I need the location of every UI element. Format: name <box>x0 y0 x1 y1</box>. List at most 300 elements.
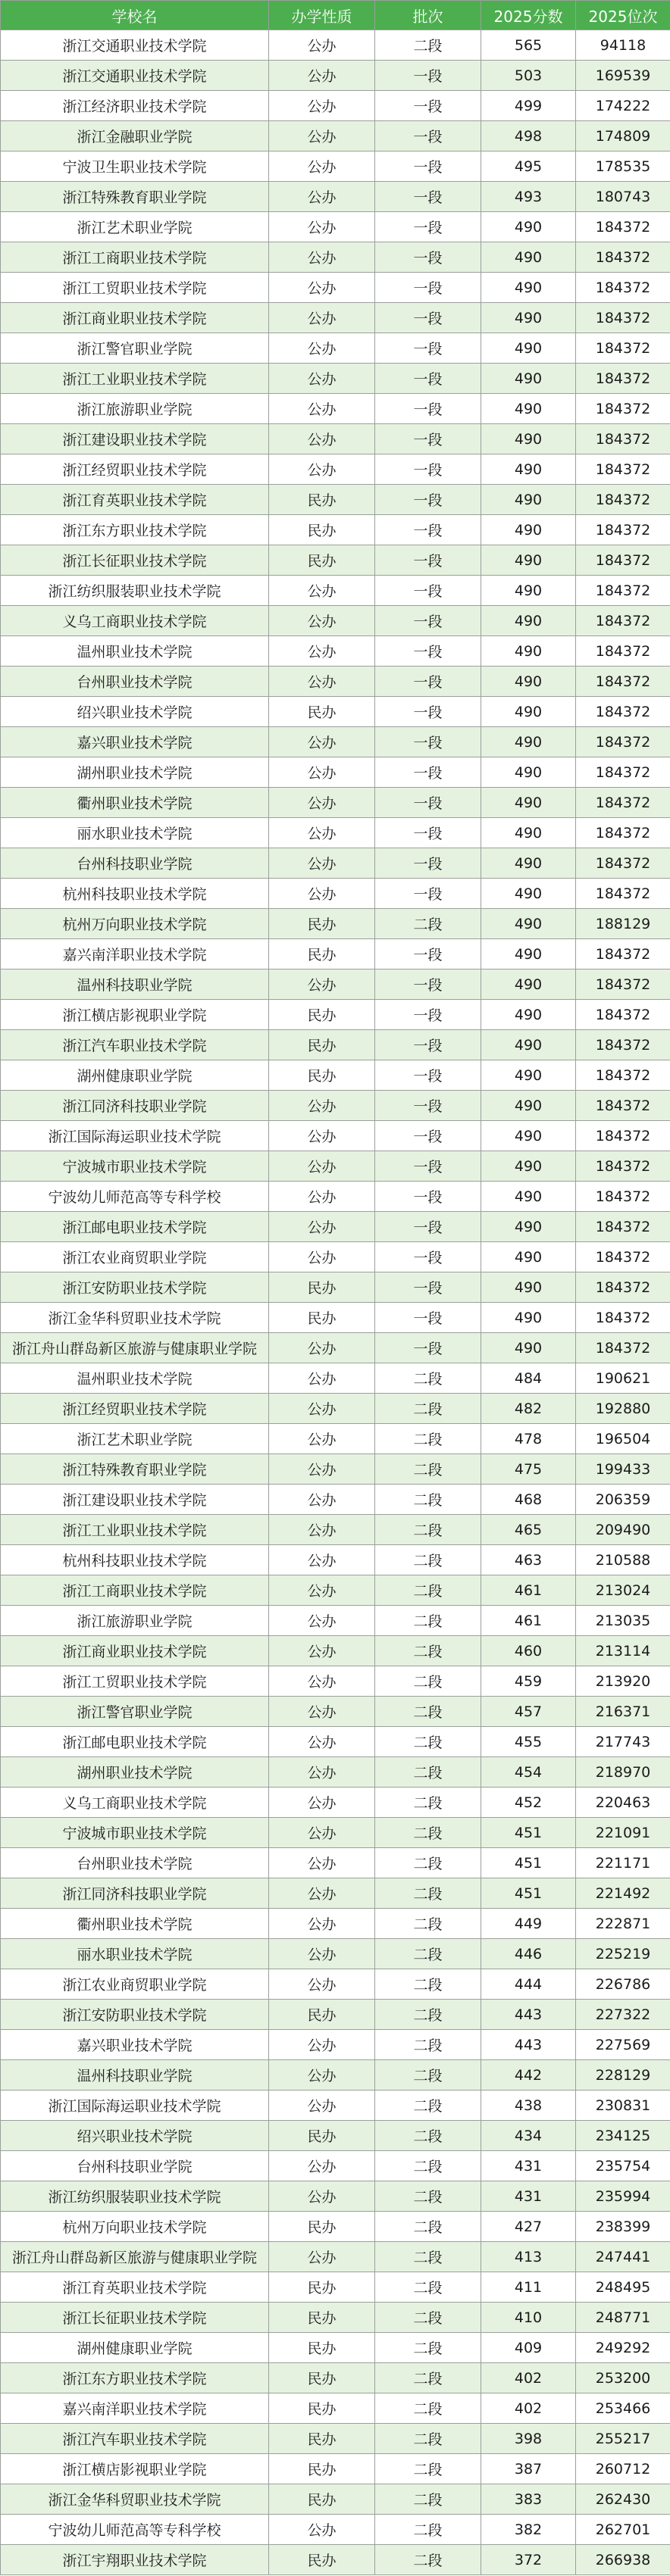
cell-school-type: 公办 <box>269 2090 375 2121</box>
cell-score: 490 <box>481 1030 576 1060</box>
cell-batch: 二段 <box>375 2303 481 2333</box>
cell-rank: 209490 <box>576 1515 670 1545</box>
cell-school-type: 公办 <box>269 727 375 757</box>
cell-rank: 249292 <box>576 2333 670 2363</box>
cell-school-name: 浙江宇翔职业技术学院 <box>1 2545 269 2575</box>
cell-school-name: 湖州健康职业学院 <box>1 2333 269 2363</box>
cell-school-name: 浙江邮电职业技术学院 <box>1 1212 269 1242</box>
cell-school-type: 公办 <box>269 2151 375 2181</box>
cell-score: 446 <box>481 1939 576 1969</box>
cell-school-type: 公办 <box>269 151 375 182</box>
header-rank: 2025位次 <box>576 1 670 30</box>
cell-school-type: 民办 <box>269 2000 375 2030</box>
cell-batch: 二段 <box>375 2000 481 2030</box>
cell-batch: 一段 <box>375 697 481 727</box>
table-row <box>1 1303 670 1333</box>
cell-school-type: 公办 <box>269 1242 375 1272</box>
table-row <box>1 1363 670 1394</box>
cell-school-type: 民办 <box>269 1303 375 1333</box>
table-row <box>1 1606 670 1636</box>
cell-score: 398 <box>481 2424 576 2454</box>
cell-rank: 221171 <box>576 1848 670 1878</box>
cell-school-type: 公办 <box>269 364 375 394</box>
cell-score: 427 <box>481 2212 576 2242</box>
cell-score: 495 <box>481 151 576 182</box>
cell-school-type: 公办 <box>269 1909 375 1939</box>
table-row <box>1 242 670 273</box>
cell-rank: 184372 <box>576 454 670 485</box>
table-row <box>1 394 670 424</box>
cell-score: 490 <box>481 333 576 364</box>
cell-school-type: 公办 <box>269 1333 375 1363</box>
cell-school-name: 浙江建设职业技术学院 <box>1 424 269 454</box>
table-row <box>1 2181 670 2212</box>
cell-school-type: 民办 <box>269 2484 375 2515</box>
cell-batch: 二段 <box>375 1606 481 1636</box>
cell-batch: 一段 <box>375 667 481 697</box>
cell-batch: 二段 <box>375 1969 481 2000</box>
cell-school-type: 公办 <box>269 1485 375 1515</box>
cell-school-type: 公办 <box>269 970 375 1000</box>
cell-batch: 一段 <box>375 1000 481 1030</box>
cell-score: 460 <box>481 1636 576 1666</box>
cell-school-name: 台州科技职业学院 <box>1 848 269 879</box>
table-row <box>1 1788 670 1818</box>
table-row <box>1 1939 670 1969</box>
cell-rank: 184372 <box>576 1000 670 1030</box>
cell-school-type: 公办 <box>269 2181 375 2212</box>
cell-score: 444 <box>481 1969 576 2000</box>
cell-school-type: 公办 <box>269 1757 375 1788</box>
table-row <box>1 545 670 576</box>
table-row <box>1 939 670 970</box>
cell-school-type: 公办 <box>269 1363 375 1394</box>
cell-school-type: 公办 <box>269 848 375 879</box>
cell-score: 411 <box>481 2272 576 2303</box>
cell-batch: 一段 <box>375 121 481 151</box>
table-row <box>1 2545 670 2575</box>
table-row <box>1 667 670 697</box>
cell-school-type: 公办 <box>269 2030 375 2060</box>
cell-batch: 一段 <box>375 727 481 757</box>
cell-rank: 221091 <box>576 1818 670 1848</box>
cell-batch: 二段 <box>375 1909 481 1939</box>
cell-batch: 二段 <box>375 1545 481 1575</box>
cell-school-type: 民办 <box>269 2272 375 2303</box>
cell-school-type: 民办 <box>269 2393 375 2424</box>
cell-school-name: 台州职业技术学院 <box>1 667 269 697</box>
cell-score: 490 <box>481 364 576 394</box>
cell-school-type: 民办 <box>269 697 375 727</box>
cell-score: 490 <box>481 424 576 454</box>
cell-rank: 184372 <box>576 424 670 454</box>
cell-batch: 一段 <box>375 788 481 818</box>
table-row <box>1 2272 670 2303</box>
table-row <box>1 1757 670 1788</box>
cell-school-name: 浙江农业商贸职业学院 <box>1 1969 269 2000</box>
table-row <box>1 636 670 667</box>
table-row <box>1 2303 670 2333</box>
cell-school-name: 浙江金华科贸职业技术学院 <box>1 2484 269 2515</box>
cell-rank: 174222 <box>576 91 670 121</box>
cell-school-type: 民办 <box>269 2303 375 2333</box>
table-row <box>1 1909 670 1939</box>
table-row <box>1 1666 670 1697</box>
cell-batch: 二段 <box>375 2272 481 2303</box>
cell-rank: 184372 <box>576 303 670 333</box>
cell-rank: 184372 <box>576 242 670 273</box>
cell-batch: 一段 <box>375 1272 481 1303</box>
table-row <box>1 970 670 1000</box>
cell-batch: 二段 <box>375 1727 481 1757</box>
cell-rank: 213920 <box>576 1666 670 1697</box>
cell-school-type: 公办 <box>269 182 375 212</box>
cell-batch: 一段 <box>375 848 481 879</box>
table-row <box>1 2090 670 2121</box>
cell-batch: 二段 <box>375 2212 481 2242</box>
cell-school-type: 公办 <box>269 1636 375 1666</box>
cell-batch: 一段 <box>375 61 481 91</box>
cell-rank: 184372 <box>576 394 670 424</box>
table-row <box>1 1515 670 1545</box>
cell-batch: 二段 <box>375 1515 481 1545</box>
cell-batch: 一段 <box>375 1242 481 1272</box>
cell-rank: 235754 <box>576 2151 670 2181</box>
cell-batch: 一段 <box>375 1091 481 1121</box>
cell-school-name: 浙江东方职业技术学院 <box>1 2363 269 2393</box>
cell-score: 490 <box>481 242 576 273</box>
cell-batch: 二段 <box>375 2242 481 2272</box>
cell-score: 490 <box>481 1242 576 1272</box>
table-row <box>1 1060 670 1091</box>
cell-school-type: 公办 <box>269 303 375 333</box>
cell-school-name: 衢州职业技术学院 <box>1 788 269 818</box>
cell-batch: 一段 <box>375 757 481 788</box>
cell-school-name: 杭州万向职业技术学院 <box>1 2212 269 2242</box>
cell-batch: 一段 <box>375 364 481 394</box>
cell-school-type: 公办 <box>269 757 375 788</box>
cell-school-name: 浙江横店影视职业学院 <box>1 1000 269 1030</box>
cell-rank: 184372 <box>576 848 670 879</box>
table-row <box>1 1727 670 1757</box>
cell-school-type: 民办 <box>269 939 375 970</box>
table-row <box>1 2121 670 2151</box>
cell-rank: 262430 <box>576 2484 670 2515</box>
cell-school-type: 公办 <box>269 788 375 818</box>
cell-score: 498 <box>481 121 576 151</box>
table-row <box>1 1878 670 1909</box>
cell-rank: 253200 <box>576 2363 670 2393</box>
cell-rank: 260712 <box>576 2454 670 2484</box>
cell-batch: 一段 <box>375 182 481 212</box>
cell-score: 438 <box>481 2090 576 2121</box>
header-score: 2025分数 <box>481 1 576 30</box>
cell-school-name: 浙江横店影视职业学院 <box>1 2454 269 2484</box>
cell-school-name: 湖州健康职业学院 <box>1 1060 269 1091</box>
cell-school-name: 浙江特殊教育职业学院 <box>1 182 269 212</box>
cell-score: 478 <box>481 1424 576 1454</box>
cell-score: 490 <box>481 606 576 636</box>
cell-batch: 二段 <box>375 1818 481 1848</box>
cell-batch: 二段 <box>375 2515 481 2545</box>
cell-score: 490 <box>481 1121 576 1151</box>
cell-score: 490 <box>481 667 576 697</box>
cell-school-type: 公办 <box>269 879 375 909</box>
cell-score: 490 <box>481 909 576 939</box>
cell-rank: 217743 <box>576 1727 670 1757</box>
cell-rank: 266938 <box>576 2545 670 2575</box>
cell-batch: 二段 <box>375 2060 481 2090</box>
cell-score: 454 <box>481 1757 576 1788</box>
table-body <box>1 30 670 2575</box>
table-row <box>1 2030 670 2060</box>
table-row <box>1 2424 670 2454</box>
cell-batch: 一段 <box>375 394 481 424</box>
cell-rank: 184372 <box>576 606 670 636</box>
cell-rank: 213114 <box>576 1636 670 1666</box>
cell-score: 490 <box>481 818 576 848</box>
cell-score: 484 <box>481 1363 576 1394</box>
cell-score: 490 <box>481 848 576 879</box>
cell-score: 490 <box>481 1272 576 1303</box>
cell-batch: 一段 <box>375 1212 481 1242</box>
cell-score: 468 <box>481 1485 576 1515</box>
cell-school-type: 公办 <box>269 1606 375 1636</box>
cell-score: 490 <box>481 1060 576 1091</box>
cell-score: 490 <box>481 1000 576 1030</box>
cell-rank: 222871 <box>576 1909 670 1939</box>
table-row <box>1 333 670 364</box>
cell-school-name: 义乌工商职业技术学院 <box>1 1788 269 1818</box>
cell-school-name: 浙江旅游职业学院 <box>1 1606 269 1636</box>
cell-batch: 一段 <box>375 818 481 848</box>
cell-rank: 206359 <box>576 1485 670 1515</box>
cell-school-name: 宁波幼儿师范高等专科学校 <box>1 2515 269 2545</box>
table-row <box>1 1818 670 1848</box>
cell-score: 457 <box>481 1697 576 1727</box>
cell-rank: 262701 <box>576 2515 670 2545</box>
table-row <box>1 2333 670 2363</box>
cell-school-name: 浙江旅游职业学院 <box>1 394 269 424</box>
cell-school-type: 公办 <box>269 1697 375 1727</box>
cell-batch: 一段 <box>375 1030 481 1060</box>
cell-score: 413 <box>481 2242 576 2272</box>
cell-score: 452 <box>481 1788 576 1818</box>
cell-school-name: 浙江经贸职业技术学院 <box>1 1394 269 1424</box>
cell-school-name: 浙江安防职业技术学院 <box>1 1272 269 1303</box>
table-row <box>1 485 670 515</box>
cell-score: 503 <box>481 61 576 91</box>
table-row <box>1 2484 670 2515</box>
cell-school-name: 湖州职业技术学院 <box>1 1757 269 1788</box>
cell-rank: 227569 <box>576 2030 670 2060</box>
cell-score: 409 <box>481 2333 576 2363</box>
cell-score: 490 <box>481 1182 576 1212</box>
cell-school-name: 浙江金融职业学院 <box>1 121 269 151</box>
cell-rank: 184372 <box>576 636 670 667</box>
cell-school-type: 公办 <box>269 576 375 606</box>
cell-score: 490 <box>481 454 576 485</box>
header-batch: 批次 <box>375 1 481 30</box>
cell-score: 490 <box>481 1091 576 1121</box>
table-row <box>1 606 670 636</box>
table-row <box>1 1424 670 1454</box>
cell-school-name: 浙江警官职业学院 <box>1 1697 269 1727</box>
cell-batch: 二段 <box>375 1788 481 1818</box>
cell-batch: 一段 <box>375 454 481 485</box>
cell-rank: 196504 <box>576 1424 670 1454</box>
cell-score: 490 <box>481 485 576 515</box>
cell-school-type: 公办 <box>269 1182 375 1212</box>
cell-batch: 一段 <box>375 273 481 303</box>
cell-school-name: 浙江国际海运职业技术学院 <box>1 2090 269 2121</box>
cell-school-type: 公办 <box>269 30 375 61</box>
cell-batch: 二段 <box>375 1424 481 1454</box>
cell-school-name: 嘉兴职业技术学院 <box>1 2030 269 2060</box>
cell-school-name: 浙江工贸职业技术学院 <box>1 273 269 303</box>
cell-school-name: 浙江同济科技职业学院 <box>1 1878 269 1909</box>
cell-rank: 184372 <box>576 1303 670 1333</box>
cell-score: 443 <box>481 2000 576 2030</box>
cell-score: 490 <box>481 879 576 909</box>
cell-score: 490 <box>481 1303 576 1333</box>
cell-school-type: 公办 <box>269 1091 375 1121</box>
table-row <box>1 61 670 91</box>
cell-school-type: 民办 <box>269 2424 375 2454</box>
cell-score: 402 <box>481 2393 576 2424</box>
cell-school-type: 民办 <box>269 1060 375 1091</box>
cell-score: 490 <box>481 727 576 757</box>
cell-score: 461 <box>481 1606 576 1636</box>
cell-rank: 184372 <box>576 333 670 364</box>
table-row <box>1 1333 670 1363</box>
table-row <box>1 273 670 303</box>
cell-school-name: 温州科技职业学院 <box>1 970 269 1000</box>
cell-school-name: 浙江建设职业技术学院 <box>1 1485 269 1515</box>
cell-school-name: 浙江工业职业技术学院 <box>1 364 269 394</box>
cell-batch: 一段 <box>375 1333 481 1363</box>
table-row <box>1 182 670 212</box>
cell-batch: 二段 <box>375 1636 481 1666</box>
cell-rank: 184372 <box>576 667 670 697</box>
cell-rank: 216371 <box>576 1697 670 1727</box>
cell-score: 490 <box>481 697 576 727</box>
cell-rank: 213035 <box>576 1606 670 1636</box>
cell-rank: 184372 <box>576 697 670 727</box>
cell-score: 431 <box>481 2181 576 2212</box>
cell-school-name: 温州科技职业学院 <box>1 2060 269 2090</box>
cell-school-type: 公办 <box>269 242 375 273</box>
cell-school-type: 民办 <box>269 2454 375 2484</box>
cell-rank: 234125 <box>576 2121 670 2151</box>
cell-rank: 230831 <box>576 2090 670 2121</box>
cell-school-name: 丽水职业技术学院 <box>1 818 269 848</box>
cell-score: 490 <box>481 273 576 303</box>
cell-batch: 二段 <box>375 1848 481 1878</box>
cell-school-type: 公办 <box>269 1878 375 1909</box>
cell-batch: 一段 <box>375 1151 481 1182</box>
cell-batch: 一段 <box>375 1303 481 1333</box>
cell-rank: 210588 <box>576 1545 670 1575</box>
cell-school-type: 公办 <box>269 2060 375 2090</box>
cell-school-type: 公办 <box>269 394 375 424</box>
cell-school-type: 民办 <box>269 909 375 939</box>
cell-school-name: 浙江警官职业学院 <box>1 333 269 364</box>
cell-school-type: 公办 <box>269 91 375 121</box>
table-row <box>1 2212 670 2242</box>
cell-school-type: 民办 <box>269 2545 375 2575</box>
cell-batch: 二段 <box>375 2333 481 2363</box>
cell-school-name: 绍兴职业技术学院 <box>1 697 269 727</box>
cell-school-name: 温州职业技术学院 <box>1 1363 269 1394</box>
cell-batch: 一段 <box>375 1060 481 1091</box>
table-row <box>1 1182 670 1212</box>
cell-batch: 一段 <box>375 333 481 364</box>
table-row <box>1 697 670 727</box>
cell-score: 451 <box>481 1848 576 1878</box>
cell-school-name: 嘉兴职业技术学院 <box>1 727 269 757</box>
cell-school-name: 浙江经贸职业技术学院 <box>1 454 269 485</box>
cell-score: 490 <box>481 636 576 667</box>
cell-batch: 一段 <box>375 212 481 242</box>
cell-school-name: 浙江育英职业技术学院 <box>1 2272 269 2303</box>
cell-rank: 220463 <box>576 1788 670 1818</box>
cell-rank: 169539 <box>576 61 670 91</box>
cell-school-type: 公办 <box>269 2515 375 2545</box>
cell-school-type: 公办 <box>269 606 375 636</box>
cell-school-name: 浙江长征职业技术学院 <box>1 2303 269 2333</box>
cell-rank: 184372 <box>576 273 670 303</box>
cell-school-name: 浙江邮电职业技术学院 <box>1 1727 269 1757</box>
cell-batch: 二段 <box>375 1666 481 1697</box>
cell-school-name: 浙江艺术职业学院 <box>1 1424 269 1454</box>
cell-rank: 184372 <box>576 1030 670 1060</box>
table-row <box>1 2151 670 2181</box>
cell-school-type: 公办 <box>269 1151 375 1182</box>
cell-batch: 二段 <box>375 909 481 939</box>
cell-rank: 184372 <box>576 879 670 909</box>
cell-score: 490 <box>481 970 576 1000</box>
cell-school-name: 浙江长征职业技术学院 <box>1 545 269 576</box>
cell-school-name: 浙江汽车职业技术学院 <box>1 2424 269 2454</box>
table-row <box>1 454 670 485</box>
cell-score: 493 <box>481 182 576 212</box>
cell-score: 459 <box>481 1666 576 1697</box>
table-row <box>1 757 670 788</box>
cell-batch: 二段 <box>375 2454 481 2484</box>
cell-school-type: 公办 <box>269 1424 375 1454</box>
cell-score: 490 <box>481 576 576 606</box>
cell-batch: 二段 <box>375 2151 481 2181</box>
cell-school-name: 杭州科技职业技术学院 <box>1 879 269 909</box>
table-row <box>1 30 670 61</box>
table-row <box>1 2000 670 2030</box>
table-row <box>1 1697 670 1727</box>
table-row <box>1 909 670 939</box>
cell-batch: 一段 <box>375 303 481 333</box>
cell-rank: 184372 <box>576 1121 670 1151</box>
cell-score: 434 <box>481 2121 576 2151</box>
cell-school-name: 浙江安防职业技术学院 <box>1 2000 269 2030</box>
cell-score: 442 <box>481 2060 576 2090</box>
cell-batch: 二段 <box>375 1757 481 1788</box>
cell-school-name: 宁波幼儿师范高等专科学校 <box>1 1182 269 1212</box>
header-school-name: 学校名 <box>1 1 269 30</box>
cell-school-name: 浙江国际海运职业技术学院 <box>1 1121 269 1151</box>
cell-rank: 218970 <box>576 1757 670 1788</box>
table-row <box>1 576 670 606</box>
cell-school-type: 民办 <box>269 1030 375 1060</box>
